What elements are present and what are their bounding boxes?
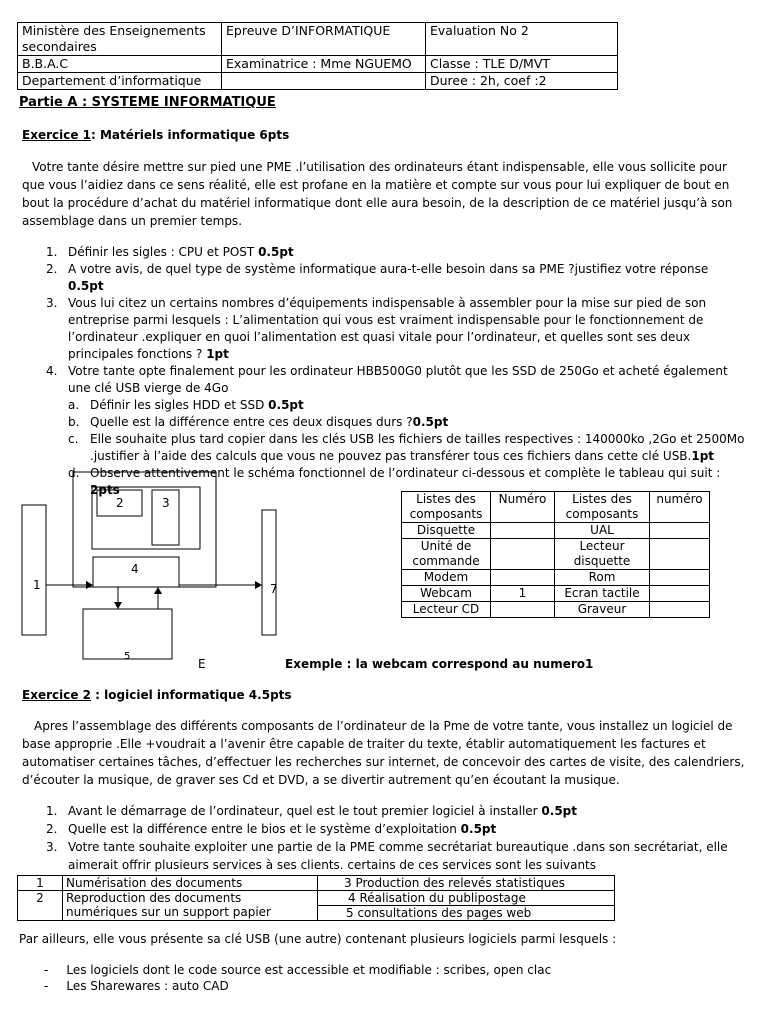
exercise-1-title bbox=[22, 127, 289, 143]
question: 3. Vous lui citez un certains nombres d’équipements indispensable à assembler pour la mise sur pied de son entreprise parmi lesquels : L’alimentation qui vous est vraiment indispensable pour le fonctionnement de l’ordinateur .expliquer en quoi l’alimentation est quasi vitale pour l’ordinateur, et quelles sont ses deux principales fonctions ? 1pt bbox=[46, 296, 707, 361]
diagram-memory-frame bbox=[92, 487, 200, 549]
question: 1. Définir les sigles : CPU et POST 0.5pt bbox=[46, 245, 294, 259]
question: 2. Quelle est la différence entre le bios et le système d’exploitation 0.5pt bbox=[46, 822, 497, 836]
diagram-label: 1 bbox=[33, 578, 41, 592]
part-a-title: Partie A : SYSTEME INFORMATIQUE bbox=[19, 95, 276, 110]
table-row: Disquette UAL bbox=[402, 523, 710, 539]
list-item: - Les logiciels dont le code source est accessible et modifiable : scribes, open clac bbox=[44, 963, 552, 977]
header-cell: B.B.A.C bbox=[18, 56, 222, 73]
diagram-label: 2 bbox=[116, 496, 124, 510]
diagram-output-box bbox=[262, 510, 276, 635]
table-row: 2 Reproduction des documents numériques sur un support papier 4 Réalisation du publipostage bbox=[18, 891, 615, 906]
table-row: 5 consultations des pages web bbox=[18, 906, 615, 921]
sub-question: c. Elle souhaite plus tard copier dans les clés USB les fichiers de tailles respectives : 140000ko ,2Go et 2500Mo .justifier à l’aide des calculs que vous ne pouvez pas transférer tous ces fichiers dans cette clé USB.1pt bbox=[68, 432, 745, 463]
sub-question: d. Observe attentivement le schéma fonctionnel de l’ordinateur ci-dessous et complète le tableau qui suit : 2pts bbox=[68, 466, 721, 497]
exercise-2-intro: Apres l’assemblage des différents composants de l’ordinateur de la Pme de votre tante, vous installez un logiciel de base approprie .Elle +voudrait a l’avenir être capable de traiter du texte, établir automatiquement les factures et automatiser certaines tâches, d’effectuer les recherches sur internet, de concevoir des cartes de visite, des calendriers, d’écouter la musique, de graver ses Cd et DVD, a se divertir autrement qu’en écoutant la musique. bbox=[22, 719, 745, 787]
exercise-2-title bbox=[22, 687, 292, 703]
header-cell: Epreuve D’INFORMATIQUE bbox=[222, 23, 426, 56]
question: 3. Votre tante souhaite exploiter une partie de la PME comme secrétariat bureautique .dans son secrétariat, elle aimerait offrir plusieurs services à ses clients. certains de ces services sont les suivants bbox=[46, 840, 728, 872]
list-item: - Les Sharewares : auto CAD bbox=[44, 979, 229, 993]
table-row: 1 Numérisation des documents 3 Production des relevés statistiques bbox=[18, 876, 615, 891]
table-row: Lecteur CD Graveur bbox=[402, 602, 710, 618]
example-note: Exemple : la webcam correspond au numero1 bbox=[285, 657, 594, 671]
table-header: Listes des composants bbox=[555, 492, 650, 523]
header-cell: Departement d’informatique bbox=[18, 73, 222, 90]
table-header: Listes des composants bbox=[402, 492, 491, 523]
sub-question: a. Définir les sigles HDD et SSD 0.5pt bbox=[68, 398, 304, 412]
question: 2. A votre avis, de quel type de système informatique aura-t-elle besoin dans sa PME ?justifiez votre réponse 0.5pt bbox=[46, 262, 709, 293]
diagram-input-box bbox=[22, 505, 46, 635]
exercise-1-questions bbox=[46, 244, 746, 499]
header-cell bbox=[222, 73, 426, 90]
diagram-label: 3 bbox=[162, 496, 170, 510]
header-cell: Classe : TLE D/MVT bbox=[426, 56, 618, 73]
exercise-label: Exercice 1 bbox=[22, 128, 91, 142]
table-row: Modem Rom bbox=[402, 570, 710, 586]
exercise-1-intro: Votre tante désire mettre sur pied une PME .l’utilisation des ordinateurs étant indispensable, elle vous sollicite pour que vous l’aidiez dans ce sens réalité, elle est profane en la matière et compte sur vous pour lui expliquer de bout en bout la procédure d’achat du matériel informatique dont elle aura besoin, de la description de ce matériel jusqu’à son assemblage dans un premier temps. bbox=[22, 160, 733, 228]
diagram-label: 5 bbox=[124, 651, 131, 662]
header-cell: Ministère des Enseignements secondaires bbox=[18, 23, 222, 56]
diagram-label: 7 bbox=[270, 582, 278, 596]
question: 4. Votre tante opte finalement pour les ordinateur HBB500G0 plutôt que les SSD de 250Go et acheté également une clé USB vierge de 4Go bbox=[46, 364, 728, 395]
exercise-title: : logiciel informatique 4.5pts bbox=[91, 688, 292, 702]
computer-diagram bbox=[0, 465, 300, 665]
exercise-title: : Matériels informatique 6pts bbox=[91, 128, 290, 142]
diagram-label: 4 bbox=[131, 562, 139, 576]
header-cell: Evaluation No 2 bbox=[426, 23, 618, 56]
component-table bbox=[401, 491, 710, 618]
sub-question: b. Quelle est la différence entre ces deux disques durs ?0.5pt bbox=[68, 415, 449, 429]
table-header: numéro bbox=[650, 492, 710, 523]
header-cell: Examinatrice : Mme NGUEMO bbox=[222, 56, 426, 73]
exercise-2-questions bbox=[46, 802, 746, 874]
header-table bbox=[17, 22, 618, 90]
table-header: Numéro bbox=[491, 492, 555, 523]
exercise-label: Exercice 2 bbox=[22, 688, 91, 702]
table-row: Unité de commande Lecteur disquette bbox=[402, 539, 710, 570]
header-cell: Duree : 2h, coef :2 bbox=[426, 73, 618, 90]
diagram-cpu-frame bbox=[73, 472, 216, 587]
diagram-label: E bbox=[198, 657, 206, 671]
question: 1. Avant le démarrage de l’ordinateur, quel est le tout premier logiciel à installer 0.5pt bbox=[46, 804, 578, 818]
services-table bbox=[17, 875, 615, 921]
usb-intro: Par ailleurs, elle vous présente sa clé USB (une autre) contenant plusieurs logiciels parmi lesquels : bbox=[19, 932, 617, 946]
table-row: Webcam 1 Ecran tactile bbox=[402, 586, 710, 602]
